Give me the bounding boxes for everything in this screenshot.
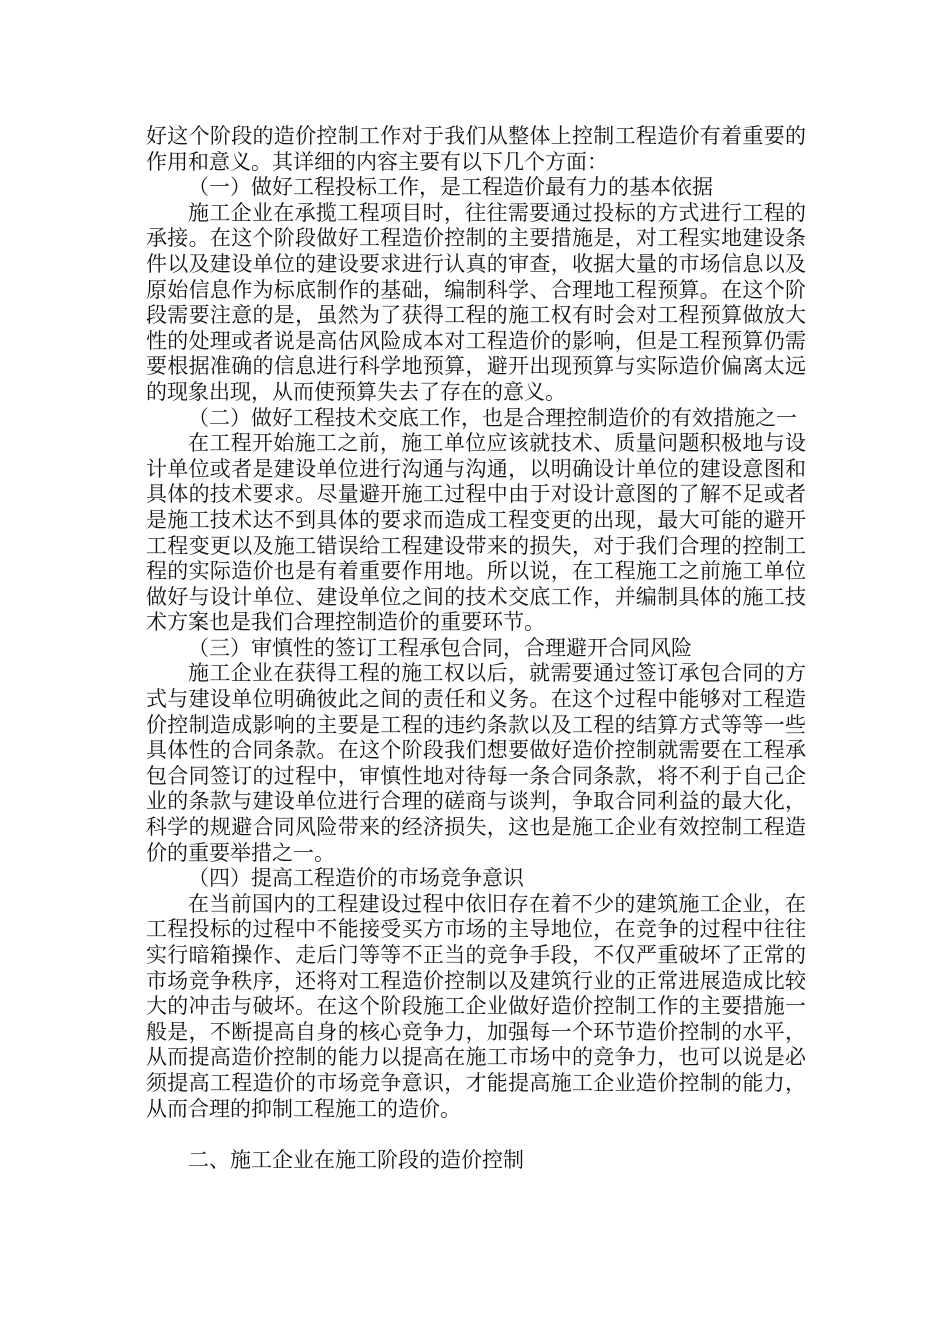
subheading-2: （二）做好工程技术交底工作，也是合理控制造价的有效措施之一 bbox=[188, 405, 797, 430]
paragraph-intro: 好这个阶段的造价控制工作对于我们从整体上控制工程造价有着重要的作用和意义。其详细的内容主要有以下几个方面： bbox=[146, 124, 806, 174]
paragraph-bidding: 施工企业在承揽工程项目时，往往需要通过投标的方式进行工程的承接。在这个阶段做好工程造价控制的主要措施是，对工程实地建设条件以及建设单位的建设要求进行认真的审查，收据大量的市场信息以及原始信息作为标底制作的基础，编制科学、合理地工程预算。在这个阶段需要注意的是，虽然为了获得工程的施工权有时会对工程预算做放大性的处理或者说是高估风险成本对工程造价的影响，但是工程预算仍需要根据准确的信息进行科学地预算，避开出现预算与实际造价偏离太远的现象出现，从而使预算失去了存在的意义。 bbox=[146, 200, 806, 404]
paragraph-technical-disclosure: 在工程开始施工之前，施工单位应该就技术、质量问题积极地与设计单位或者是建设单位进行沟通与沟通，以明确设计单位的建设意图和具体的技术要求。尽量避开施工过程中由于对设计意图的了解不足或者是施工技术达不到具体的要求而造成工程变更的出现，最大可能的避开工程变更以及施工错误给工程建设带来的损失，对于我们合理的控制工程的实际造价也是有着重要作用地。所以说，在工程施工之前施工单位做好与设计单位、建设单位之间的技术交底工作，并编制具体的施工技术方案也是我们合理控制造价的重要环节。 bbox=[146, 431, 806, 635]
subheading-1: （一）做好工程投标工作，是工程造价最有力的基本依据 bbox=[188, 175, 713, 200]
document-body bbox=[146, 124, 806, 1174]
paragraph-contract: 施工企业在获得工程的施工权以后，就需要通过签订承包合同的方式与建设单位明确彼此之间的责任和义务。在这个过程中能够对工程造价控制造成影响的主要是工程的违约条款以及工程的结算方式等等一些具体性的合同条款。在这个阶段我们想要做好造价控制就需要在工程承包合同签订的过程中，审慎性地对待每一条合同条款，将不利于自己企业的条款与建设单位进行合理的磋商与谈判，争取合同利益的最大化，科学的规避合同风险带来的经济损失，这也是施工企业有效控制工程造价的重要举措之一。 bbox=[146, 661, 806, 865]
paragraph-market-competition: 在当前国内的工程建设过程中依旧存在着不少的建筑施工企业，在工程投标的过程中不能接受买方市场的主导地位，在竞争的过程中往往实行暗箱操作、走后门等等不正当的竞争手段，不仅严重破坏了正常的市场竞争秩序，还将对工程造价控制以及建筑行业的正常进展造成比较大的冲击与破坏。在这个阶段施工企业做好造价控制工作的主要措施一般是，不断提高自身的核心竞争力，加强每一个环节造价控制的水平，从而提高造价控制的能力以提高在施工市场中的竞争力，也可以说是必须提高工程造价的市场竞争意识，才能提高施工企业造价控制的能力，从而合理的抑制工程施工的造价。 bbox=[146, 891, 806, 1121]
subheading-3: （三）审慎性的签订工程承包合同，合理避开合同风险 bbox=[188, 635, 692, 660]
section-heading-2: 二、施工企业在施工阶段的造价控制 bbox=[188, 1148, 524, 1173]
subheading-4: （四）提高工程造价的市场竞争意识 bbox=[188, 866, 524, 891]
